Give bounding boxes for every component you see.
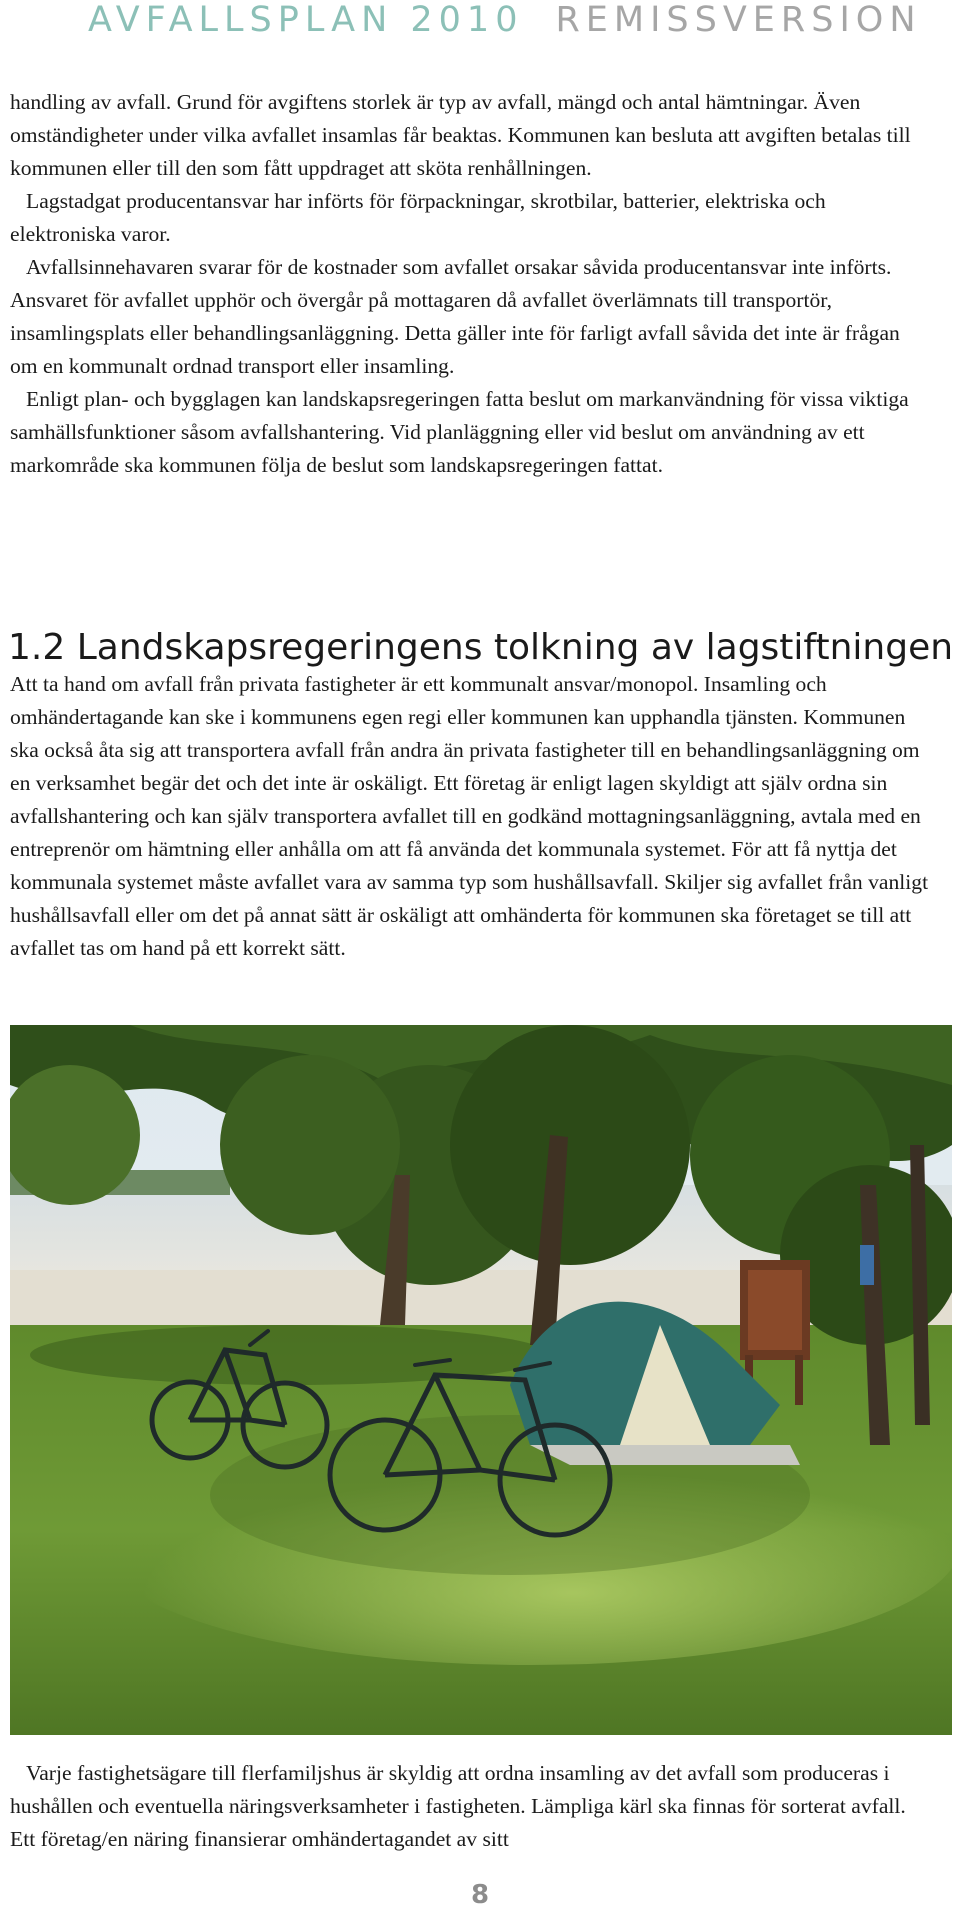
body-paragraph: Att ta hand om avfall från privata fastigheter är ett kommunalt ansvar/monopol. Insamling och omhändertagande kan ske i kommunens egen regi eller kommunen kan upphandla tjänsten. Kommunen ska också åta sig att transportera avfall från andra än privata fastigheter till en behandlingsanläggning om en verksamhet begär det och det inte är oskäligt. Ett företag är enligt lagen skyldigt att själv ordna sin avfallshantering och kan själv transportera avfallet till en godkänd mottagningsanläggning, avtala med en entreprenör om hämtning eller anhålla om att få använda det kommunala systemet. För att få nyttja det kommunala systemet måste avfallet vara av samma typ som hushållsavfall. Skiljer sig avfallet från vanligt hushållsavfall eller om det på annat sätt är oskäligt att omhänderta för kommunen ska företaget se till att avfallet tas om hand på ett korrekt sätt. bbox=[10, 672, 929, 960]
body-paragraph: Lagstadgat producentansvar har införts för förpackningar, skrotbilar, batterier, elektriska och elektroniska varor. bbox=[10, 189, 826, 246]
body-paragraph: Varje fastighetsägare till flerfamiljshus är skyldig att ordna insamling av det avfall som produceras i hushållen och eventuella näringsverksamheter i fastigheten. Lämpliga kärl ska finnas för sorterat avfall. Ett företag/en näring finansierar omhändertagandet av sitt bbox=[10, 1761, 906, 1851]
body-paragraph: Enligt plan- och bygglagen kan landskapsregeringen fatta beslut om markanvändning för vissa viktiga samhällsfunktioner såsom avfallshantering. Vid planläggning eller vid beslut om användning av ett markområde ska kommunen följa de beslut som landskapsregeringen fattat. bbox=[10, 387, 909, 477]
intro-text bbox=[10, 86, 928, 482]
section-heading: 1.2 Landskapsregeringens tolkning av lagstiftningen bbox=[8, 627, 954, 668]
running-header bbox=[88, 0, 922, 40]
page-number: 8 bbox=[470, 1880, 490, 1910]
body-paragraph: handling av avfall. Grund för avgiftens storlek är typ av avfall, mängd och antal hämtningar. Även omständigheter under vilka avfallet insamlas får beaktas. Kommunen kan besluta att avgiften betalas till kommunen eller till den som fått uppdraget att sköta renhållningen. bbox=[10, 90, 911, 180]
body-paragraph: Avfallsinnehavaren svarar för de kostnader som avfallet orsakar såvida producentansvar inte införts. Ansvaret för avfallet upphör och övergår på mottagaren då avfallet överlämnats till transportör, insamlingsplats eller behandlingsanläggning. Detta gäller inte för farligt avfall såvida det inte är frågan om en kommunalt ordnad transport eller insamling. bbox=[10, 255, 900, 378]
section-body bbox=[10, 668, 936, 965]
after-photo-text bbox=[10, 1757, 936, 1856]
document-title: AVFALLSPLAN 2010 bbox=[88, 0, 524, 40]
document-version: REMISSVERSION bbox=[555, 0, 922, 40]
campsite-photo bbox=[10, 1025, 952, 1735]
